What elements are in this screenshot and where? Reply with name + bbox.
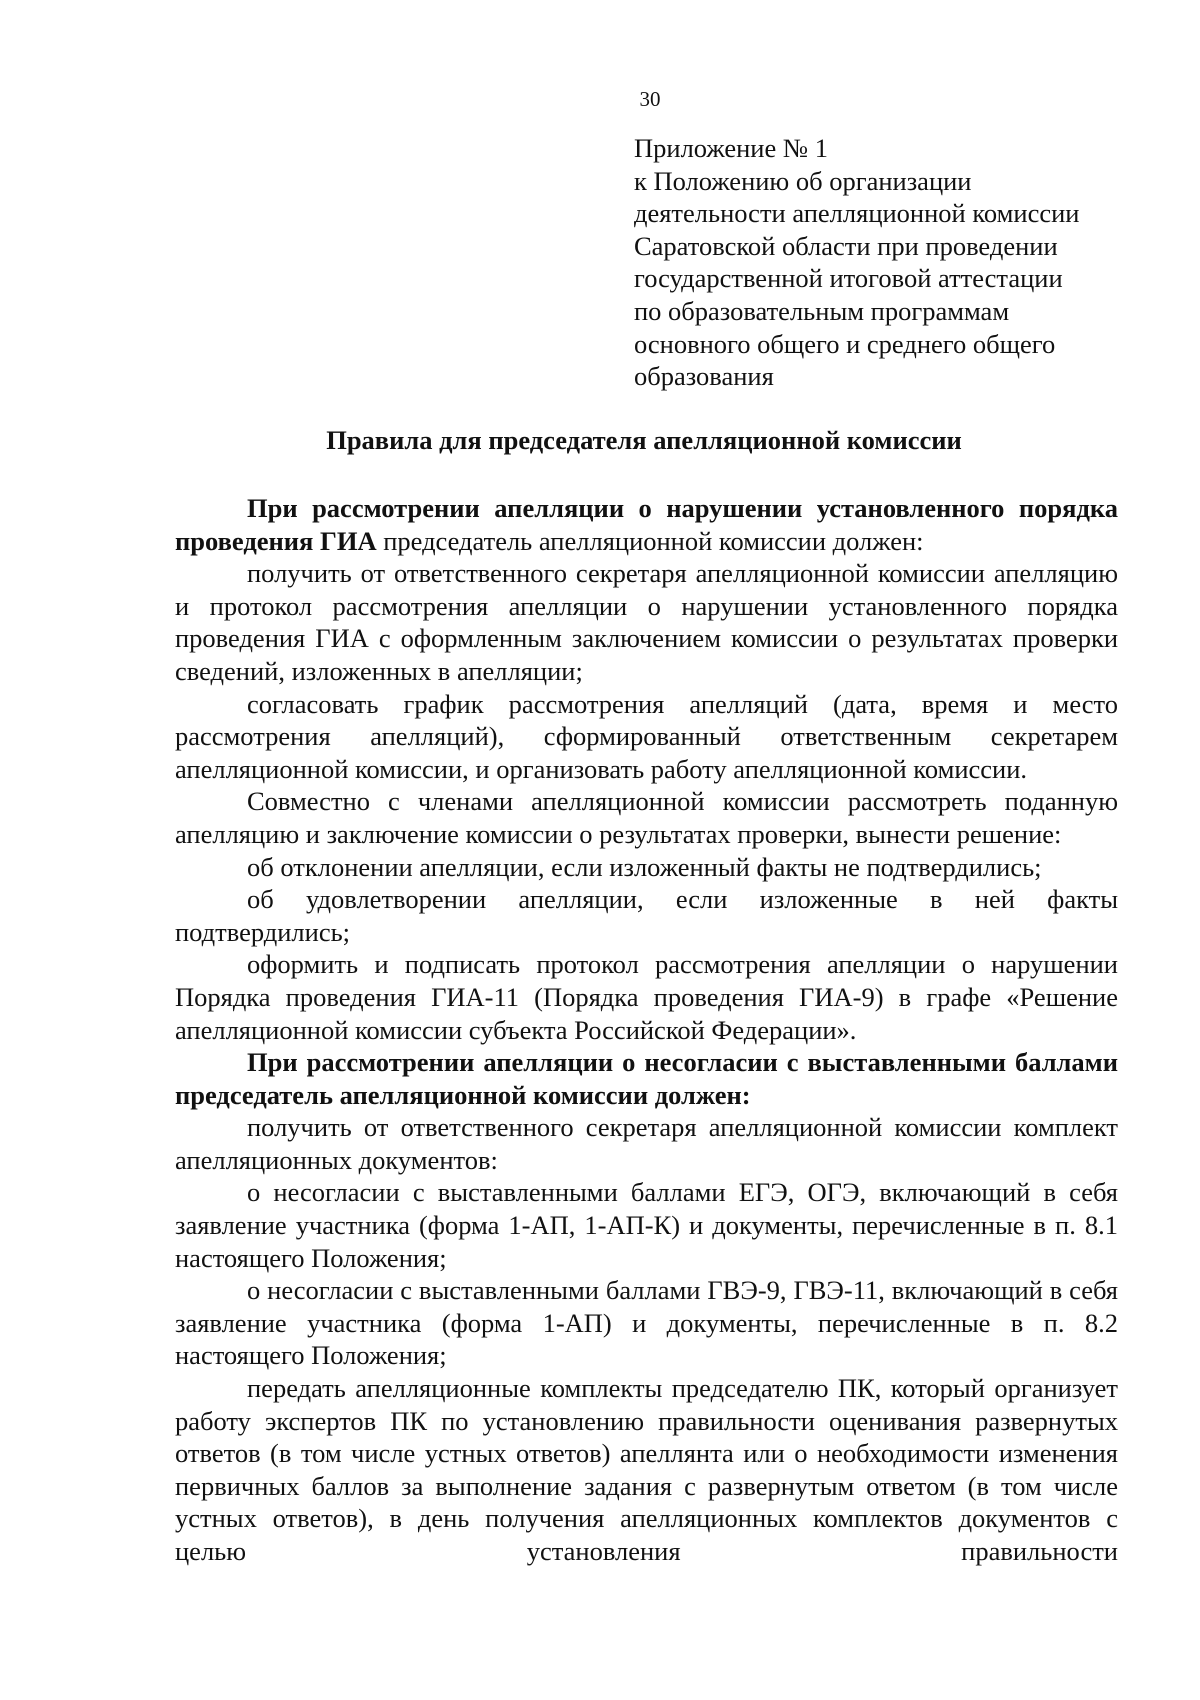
paragraph: оформить и подписать протокол рассмотрения апелляции о нарушении Порядка проведения ГИА-11 (Порядка проведения ГИА-9) в графе «Решение апелляционной комиссии субъекта Российской Федерации».	[175, 949, 1118, 1045]
appendix-line: основного общего и среднего общего	[634, 328, 1056, 359]
paragraph: получить от ответственного секретаря апелляционной комиссии комплект апелляционных документов:	[175, 1112, 1118, 1175]
appendix-line: к Положению об организации	[634, 165, 972, 196]
paragraph	[175, 492, 1118, 557]
paragraph: об отклонении апелляции, если изложенный факты не подтвердились;	[247, 851, 1042, 882]
paragraph-text: председатель апелляционной комиссии должен:	[376, 525, 924, 556]
paragraph: передать апелляционные комплекты председателю ПК, который организует работу экспертов ПК по установлению правильности оценивания развернутых ответов (в том числе устных ответов) апеллянта или о необходимости изменения первичных баллов за выполнение задания с развернутым ответом (в том числе устных ответов), в день получения апелляционных комплектов документов с целью установления правильности	[175, 1373, 1118, 1566]
appendix-line: Приложение № 1	[634, 133, 829, 163]
appendix-line: образования	[634, 361, 774, 392]
paragraph: согласовать график рассмотрения апелляций (дата, время и место рассмотрения апелляций), сформированный ответственным секретарем апелляционной комиссии, и организовать работу апелляционной комиссии.	[175, 688, 1118, 784]
paragraph: получить от ответственного секретаря апелляционной комиссии апелляцию и протокол рассмотрения апелляции о нарушении установленного порядка проведения ГИА с оформленным заключением комиссии о результатах проверки сведений, изложенных в апелляции;	[175, 558, 1118, 686]
page-number: 30	[639, 87, 661, 111]
appendix-line: государственной итоговой аттестации	[634, 263, 1063, 294]
document-title: Правила для председателя апелляционной комиссии	[326, 425, 962, 455]
paragraph: Совместно с членами апелляционной комиссии рассмотреть поданную апелляцию и заключение комиссии о результатах проверки, вынести решение:	[175, 786, 1118, 849]
appendix-line: деятельности апелляционной комиссии	[634, 198, 1080, 229]
paragraph: о несогласии с выставленными баллами ГВЭ-9, ГВЭ-11, включающий в себя заявление участника (форма 1-АП) и документы, перечисленные в п. 8.2 настоящего Положения;	[175, 1275, 1118, 1371]
document-body	[175, 492, 1118, 1568]
paragraph: о несогласии с выставленными баллами ЕГЭ, ОГЭ, включающий в себя заявление участника (форма 1-АП, 1-АП-К) и документы, перечисленные в п. 8.1 настоящего Положения;	[175, 1177, 1118, 1273]
paragraph-bold-lead: При рассмотрении апелляции о нарушении установленного порядка проведения ГИА	[175, 493, 1118, 556]
paragraph: об удовлетворении апелляции, если изложенные в ней факты подтвердились;	[175, 884, 1118, 947]
appendix-line: по образовательным программам	[634, 295, 1010, 326]
appendix-header	[634, 132, 1154, 393]
paragraph-bold: При рассмотрении апелляции о несогласии с выставленными баллами председатель апелляционной комиссии должен:	[175, 1047, 1118, 1110]
appendix-line: Саратовской области при проведении	[634, 230, 1058, 261]
